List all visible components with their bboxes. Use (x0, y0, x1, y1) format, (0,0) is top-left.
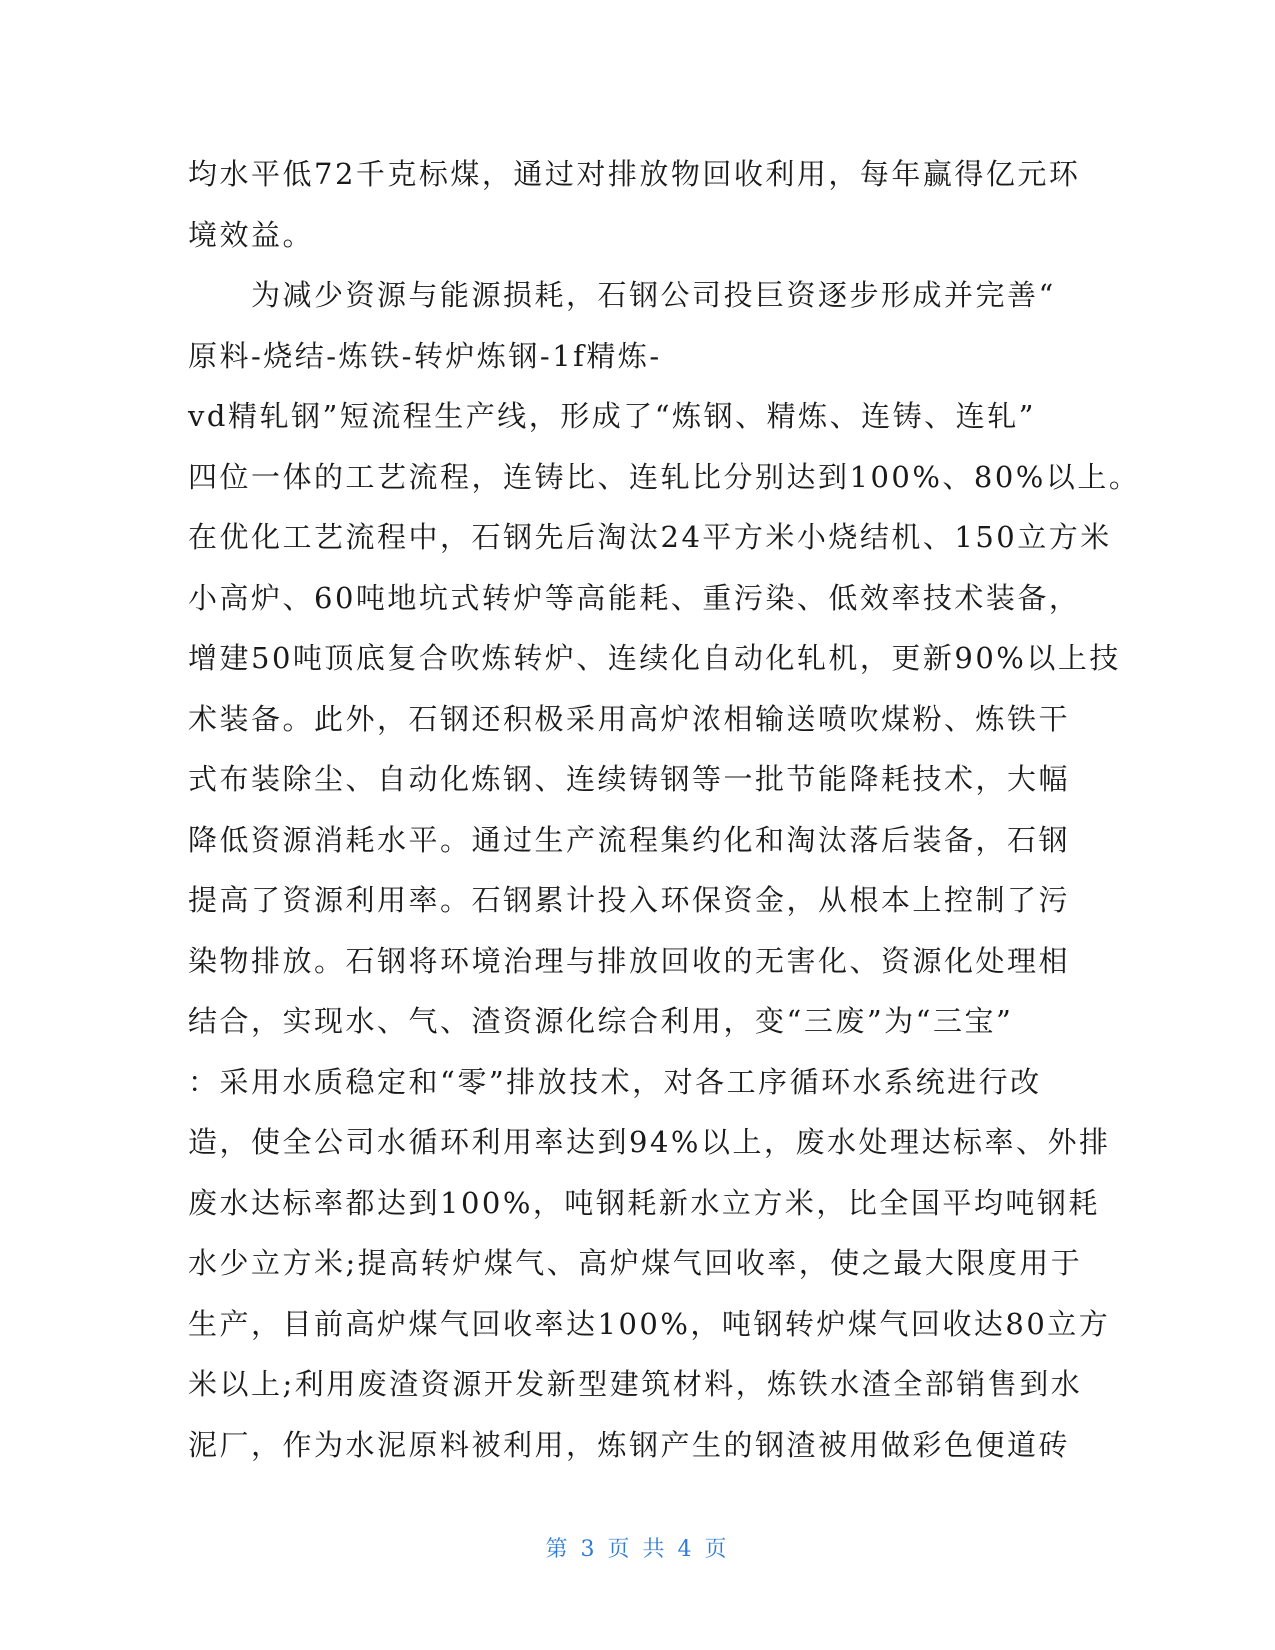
text-line: 境效益。 (188, 217, 315, 252)
text-line: 降低资源消耗水平。通过生产流程集约化和淘汰落后装备，石钢 (188, 822, 1071, 857)
text-line: 为减少资源与能源损耗，石钢公司投巨资逐步形成并完善“ (188, 278, 1056, 312)
text-line: 米以上;利用废渣资源开发新型建筑材料，炼铁水渣全部销售到水 (188, 1367, 1083, 1401)
text-line: 小高炉、60吨地坑式转炉等高能耗、重污染、低效率技术装备， (188, 580, 1081, 615)
text-line: 在优化工艺流程中，石钢先后淘汰24平方米小烧结机、150立方米 (188, 520, 1112, 554)
text-line: 造，使全公司水循环利用率达到94%以上，废水处理达标率、外排 (188, 1125, 1111, 1159)
text-line: 均水平低72千克标煤，通过对排放物回收利用，每年赢得亿元环 (188, 157, 1081, 191)
text-line: 提高了资源利用率。石钢累计投入环保资金，从根本上控制了污 (188, 883, 1071, 917)
text-line: 式布装除尘、自动化炼钢、连续铸钢等一批节能降耗技术，大幅 (188, 762, 1071, 796)
text-line: 四位一体的工艺流程，连铸比、连轧比分别达到100%、80%以上。 (188, 459, 1141, 494)
text-line: 术装备。此外，石钢还积极采用高炉浓相输送喷吹煤粉、炼铁干 (188, 701, 1071, 736)
text-line: 增建50吨顶底复合吹炼转炉、连续化自动化轧机，更新90%以上技 (188, 641, 1121, 675)
text-line: 水少立方米;提高转炉煤气、高炉煤气回收率，使之最大限度用于 (188, 1246, 1083, 1280)
body-text (188, 144, 1141, 1475)
text-line: 结合，实现水、气、渣资源化综合利用，变“三废”为“三宝” (188, 1004, 1014, 1038)
text-line: 原料-烧结-炼铁-转炉炼钢-1f精炼- (188, 338, 662, 373)
text-line: ：采用水质稳定和“零”排放技术，对各工序循环水系统进行改 (188, 1064, 1042, 1099)
text-line: 染物排放。石钢将环境治理与排放回收的无害化、资源化处理相 (188, 943, 1071, 978)
text-line: 泥厂，作为水泥原料被利用，炼钢产生的钢渣被用做彩色便道砖 (188, 1427, 1071, 1462)
text-line: vd精轧钢”短流程生产线，形成了“炼钢、精炼、连铸、连轧” (188, 399, 1036, 433)
text-line: 生产，目前高炉煤气回收率达100%，吨钢转炉煤气回收达80立方 (188, 1306, 1111, 1341)
page-number-footer: 第 3 页 共 4 页 (545, 1537, 730, 1562)
text-line: 废水达标率都达到100%，吨钢耗新水立方米，比全国平均吨钢耗 (188, 1185, 1100, 1220)
